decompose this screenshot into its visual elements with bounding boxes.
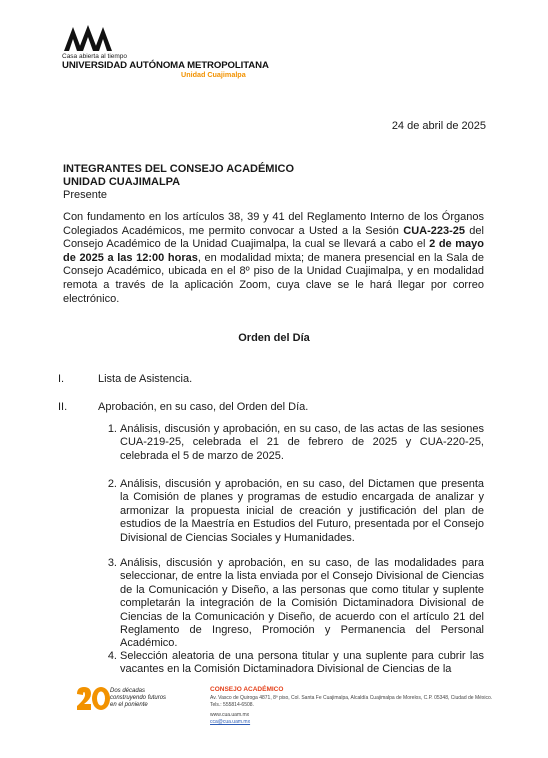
item-number: 3.: [107, 557, 117, 569]
body-text-2: del Consejo Académico de la Unidad Cuajimalpa, la cual se llevará a cabo el: [63, 224, 484, 251]
uam-logo-icon: [62, 24, 114, 52]
item-number: 1.: [107, 423, 117, 435]
agenda-number: I.: [58, 373, 65, 385]
slogan-line-2: construyendo futuros: [110, 695, 167, 701]
recipient-line-2: UNIDAD CUAJIMALPA: [63, 176, 181, 188]
item-text: Selección aleatoria de una persona titular y una suplente para cubrir las vacantes en la Comisión Dictaminadora Divisional de Ciencias de la: [120, 650, 484, 676]
recipient-line-1: INTEGRANTES DEL CONSEJO ACADÉMICO: [63, 163, 295, 175]
body-paragraph: [63, 211, 484, 306]
recipient-line-3: Presente: [63, 189, 108, 201]
item-number: 4.: [107, 650, 117, 662]
slogan-line-3: en el poniente: [110, 702, 148, 708]
item-text: Análisis, discusión y aprobación, en su caso, del Dictamen que presenta la Comisión de planes y programas de estudio encargada de analizar y armonizar la propuesta inicial de creación y justificación del plan de estudios de la Maestría en Estudios del Futuro, presentada por el Consejo Divisional de Ciencias Sociales y Humanidades.: [120, 478, 484, 544]
body-text-3: , en modalidad mixta; de manera presencial en la Sala de Consejo Académico, ubicada en el 8º piso de la Unidad Cuajimalpa, y en modalidad remota a través de la aplicación Zoom, cuya clave se le hará llegar por correo electrónico.: [63, 251, 484, 305]
recipient-block: [63, 163, 294, 202]
twenty-years-logo-icon: [75, 686, 111, 712]
item-text: Análisis, discusión y aprobación, en su caso, de las modalidades para seleccionar, de entre la lista enviada por el Consejo Divisional de Ciencias de la Comunicación y Diseño, a las personas que como titular y suplente completarán la integración de la Comisión Dictaminadora Divisional de Ciencias de la Comunicación y Diseño, de acuerdo con el artículo 21 del Reglamento de Ingreso, Promoción y Permanencia del Personal Académico.: [120, 557, 484, 650]
footer-email-link[interactable]: cca@cua.uam.mx: [210, 719, 251, 725]
agenda-number: II.: [58, 401, 68, 413]
document-date: 24 de abril de 2025: [391, 120, 486, 132]
footer-slogan: [110, 688, 166, 709]
logo-tagline: Casa abierta al tiempo: [62, 53, 128, 60]
slogan-line-1: Dos décadas: [110, 688, 146, 694]
session-datetime: 2 de mayo de 2025 a las 12:00 horas: [63, 238, 484, 264]
footer-address: Av. Vasco de Quiroga 4871, 8º piso, Col. Santa Fe Cuajimalpa, Alcaldía Cuajimalpa de Morelos, C.P. 05348, Ciudad de México. Tels.: 555814-6508.: [210, 695, 493, 708]
university-name: UNIVERSIDAD AUTÓNOMA METROPOLITANA: [62, 60, 269, 71]
item-text: Análisis, discusión y aprobación, en su caso, de las actas de las sesiones CUA-219-25, celebrada el 21 de febrero de 2025 y CUA-220-25, celebrada el 5 de marzo de 2025.: [120, 423, 484, 462]
body-text-1: Con fundamento en los artículos 38, 39 y 41 del Reglamento Interno de los Órganos Colegiados Académicos, me permito convocar a Usted a la Sesión: [63, 211, 484, 237]
agenda-item-text: Lista de Asistencia.: [98, 373, 193, 385]
footer-website-link[interactable]: www.cua.uam.mx: [210, 712, 250, 718]
unit-name: Unidad Cuajimalpa: [181, 70, 246, 79]
item-number: 2.: [107, 478, 117, 490]
agenda-item-text: Aprobación, en su caso, del Orden del Día.: [98, 401, 309, 413]
agenda-title: Orden del Día: [238, 332, 310, 344]
session-code: CUA-223-25: [403, 224, 465, 237]
footer-council-name: CONSEJO ACADÉMICO: [210, 686, 284, 693]
